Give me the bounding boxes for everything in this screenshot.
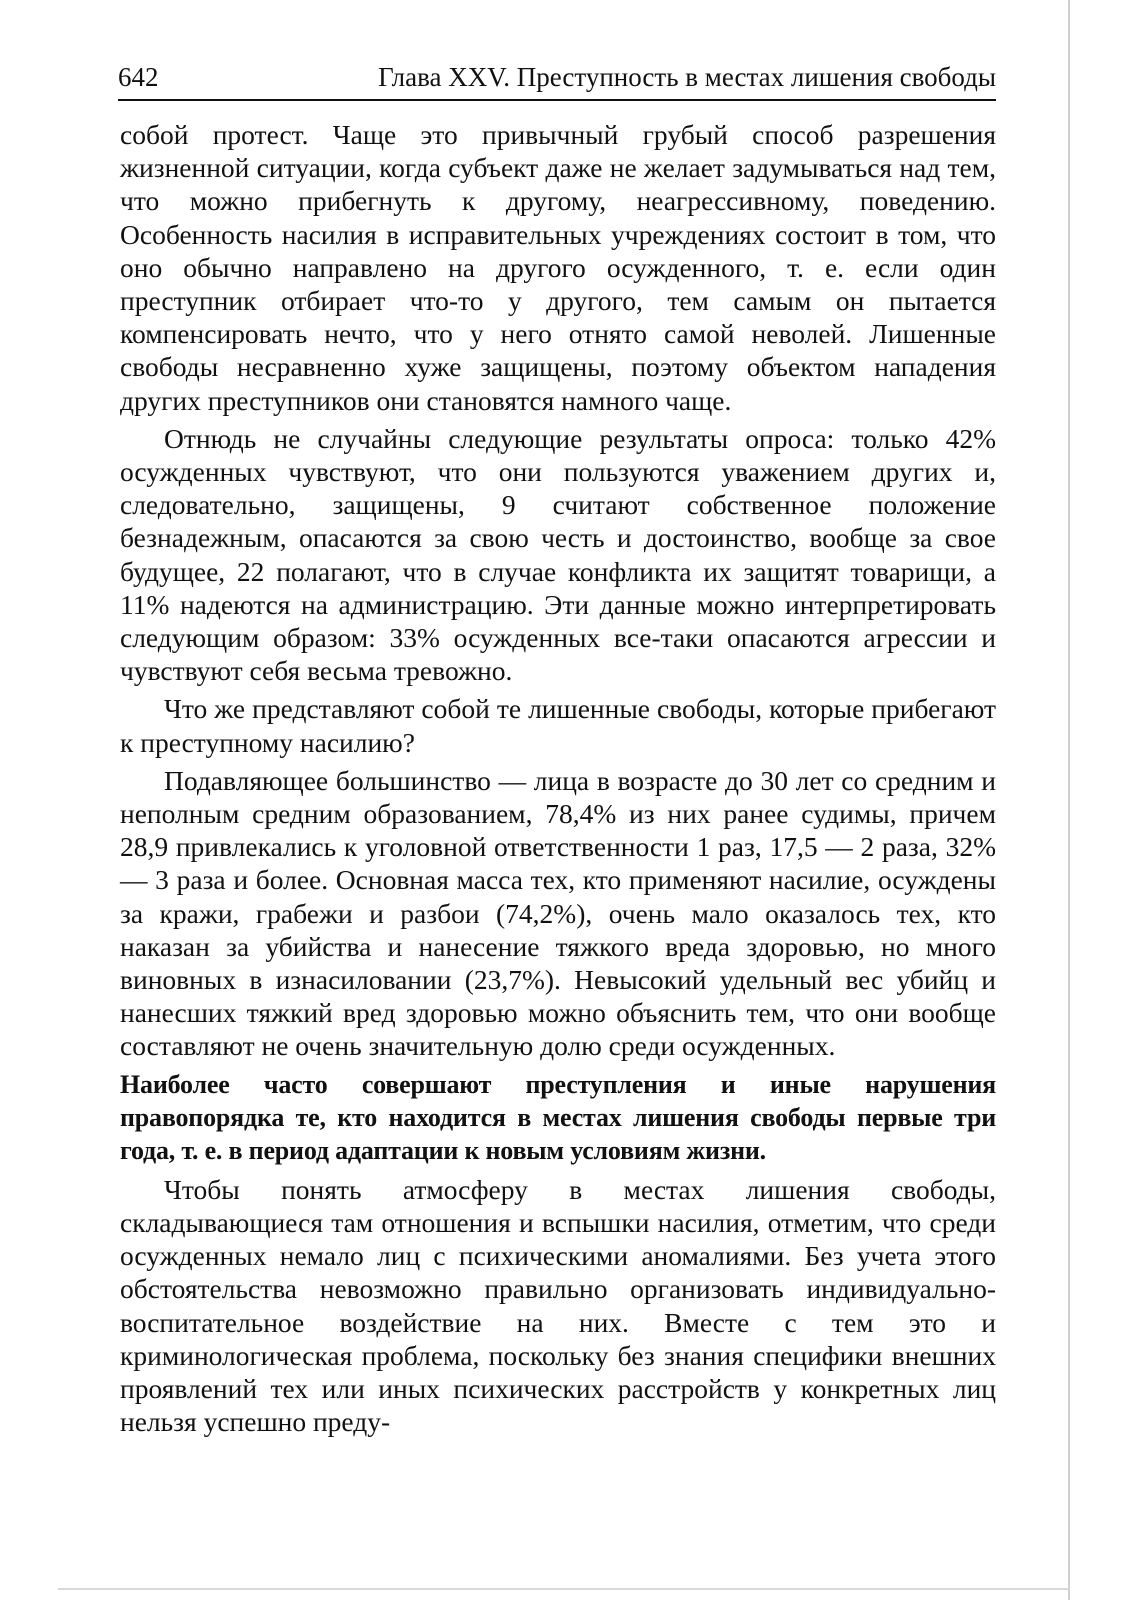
header-rule: [118, 99, 996, 101]
paragraph-question: Что же представляют собой те лишенные свободы, которые прибегают к преступному насилию?: [120, 693, 996, 758]
running-header: [118, 58, 996, 98]
page-bottom-edge: [58, 1588, 1070, 1590]
body-text: [120, 118, 996, 1443]
paragraph-offender-profile: Подавляющее большинство — лица в возрасте до 30 лет со средним и неполным средним образованием, 78,4% из них ранее судимы, причем 28,9 привлекались к уголовной ответственности 1 раз, 17,5 — 2 раза, 32% — 3 раза и более. Основная масса тех, кто применяют насилие, осуждены за кражи, грабежи и разбои (74,2%), очень мало оказалось тех, кто наказан за убийства и нанесение тяжкого вреда здоровью, но много виновных в изнасиловании (23,7%). Невысокий удельный вес убийц и нанесших тяжкий вред здоровью можно объяснить тем, что они вообще составляют не очень значительную долю среди осужденных.: [120, 764, 996, 1062]
paragraph-mental-anomalies: Чтобы понять атмосферу в местах лишения свободы, складывающиеся там отношения и вспышки насилия, отметим, что среди осужденных немало лиц с психическими аномалиями. Без учета этого обстоятельства невозможно правильно организовать индивидуально-воспитательное воздействие на них. Вместе с тем это и криминологическая проблема, поскольку без знания специфики внешних проявлений тех или иных психических расстройств у конкретных лиц нельзя успешно преду-: [120, 1173, 996, 1438]
paragraph-key-thesis: Наиболее часто совершают преступления и иные нарушения правопорядка те, кто находится в местах лишения свободы первые три года, т. е. в период адаптации к новым условиям жизни.: [120, 1069, 996, 1165]
paragraph-survey-results: Отнюдь не случайны следующие результаты опроса: только 42% осужденных чувствуют, что они пользуются уважением других и, следовательно, защищены, 9 считают собственное положение безнадежным, опасаются за свою честь и достоинство, вообще за свое будущее, 22 полагают, что в случае конфликта их защитят товарищи, а 11% надеются на администрацию. Эти данные можно интерпретировать следующим образом: 33% осужденных все-таки опасаются агрессии и чувствуют себя весьма тревожно.: [120, 422, 996, 687]
page-right-edge: [1068, 0, 1070, 1600]
page-number: 642: [118, 62, 159, 92]
chapter-title: Глава XXV. Преступность в местах лишения свободы: [378, 62, 996, 92]
paragraph-continued: собой протест. Чаще это привычный грубый способ разрешения жизненной ситуации, когда субъект даже не желает задумываться над тем, что можно прибегнуть к другому, неагрессивному, поведению. Особенность насилия в исправительных учреждениях состоит в том, что оно обычно направлено на другого осужденного, т. е. если один преступник отбирает что-то у другого, тем самым он пытается компенсировать нечто, что у него отнято самой неволей. Лишенные свободы несравненно хуже защищены, поэтому объектом нападения других преступников они становятся намного чаще.: [120, 119, 996, 416]
